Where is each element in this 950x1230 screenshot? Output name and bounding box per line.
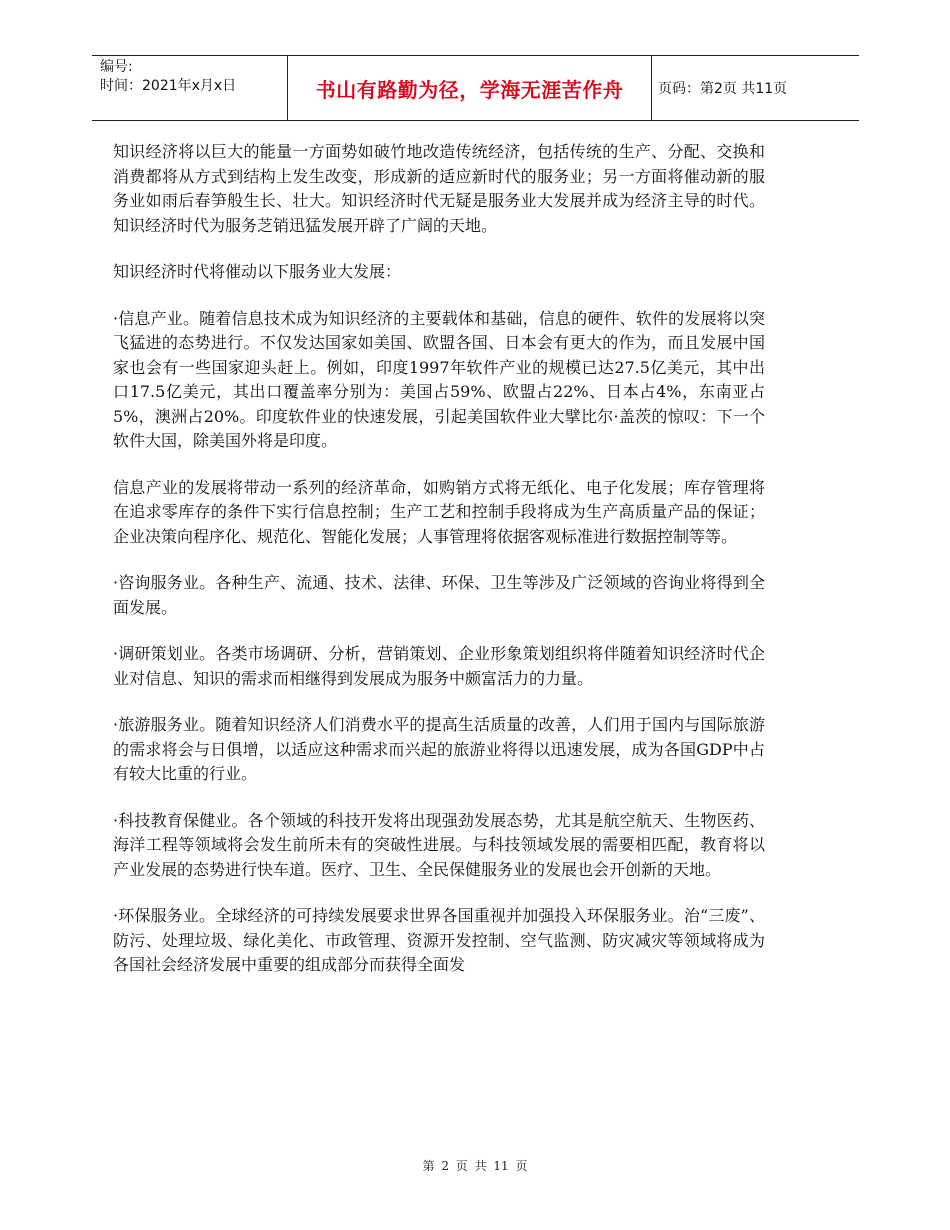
header-page-label: 页码：第2页 共11页 (658, 81, 788, 97)
page-footer: 第 2 页 共 11 页 (422, 1159, 528, 1173)
paragraph-intro: 知识经济将以巨大的能量一方面势如破竹地改造传统经济，包括传统的生产、分配、交换和消费都将从方式到结构上发生改变，形成新的适应新时代的服务业；另一方面将催动新的服务业如雨后春笋般生长、壮大。知识经济时代无疑是服务业大发展并成为经济主导的时代。知识经济时代为服务芝销迅猛发展开辟了广阔的天地。 (113, 142, 765, 235)
paragraph-research-planning: ·调研策划业。各类市场调研、分析，营销策划、企业形象策划组织将伴随着知识经济时代企业对信息、知识的需求而相继得到发展成为服务中颇富活力的力量。 (113, 644, 765, 688)
paragraph-information-revolution: 信息产业的发展将带动一系列的经济革命，如购销方式将无纸化、电子化发展；库存管理将在追求零库存的条件下实行信息控制；生产工艺和控制手段将成为生产高质量产品的保证；企业决策向程序化、规范化、智能化发展；人事管理将依据客观标准进行数据控制等等。 (113, 477, 765, 546)
paragraph-lead: 知识经济时代将催动以下服务业大发展： (113, 262, 402, 281)
paragraph-tourism: ·旅游服务业。随着知识经济人们消费水平的提高生活质量的改善，人们用于国内与国际旅游的需求将会与日俱增，以适应这种需求而兴起的旅游业将得以迅速发展，成为各国GDP中占有较大比重的行业。 (113, 715, 765, 783)
paragraph-science-education: ·科技教育保健业。各个领域的科技开发将出现强劲发展态势，尤其是航空航天、生物医药、海洋工程等领域将会发生前所未有的突破性进展。与科技领域发展的需要相匹配，教育将以产业发展的态势进行快车道。医疗、卫生、全民保健服务业的发展也会开创新的天地。 (113, 810, 765, 879)
header-time-label: 时间：2021年x月x日 (100, 78, 237, 94)
page-header (92, 55, 859, 121)
document-body (113, 140, 765, 1000)
header-number-label: 编号: (100, 59, 133, 75)
paragraph-environment: ·环保服务业。全球经济的可持续发展要求世界各国重视并加强投入环保服务业。治“三废”、防污、处理垃圾、绿化美化、市政管理、资源开发控制、空气监测、防灾减灾等领域将成为各国社会经济发展中重要的组成部分而获得全面发 (113, 906, 765, 974)
header-slogan: 书山有路勤为径，学海无涯苦作舟 (287, 56, 652, 120)
paragraph-information-industry: ·信息产业。随着信息技术成为知识经济的主要载体和基础，信息的硬件、软件的发展将以突飞猛进的态势进行。不仅发达国家如美国、欧盟各国、日本会有更大的作为，而且发展中国家也会有一些国家迎头赶上。例如，印度1997年软件产业的规模已达27.5亿美元，其中出口17.5亿美元，其出口覆盖率分别为：美国占59%、欧盟占22%、日本占4%，东南亚占5%，澳洲占20%。印度软件业的快速发展，引起美国软件业大擘比尔·盖茨的惊叹：下一个软件大国，除美国外将是印度。 (113, 308, 765, 450)
header-meta (100, 58, 285, 96)
paragraph-consulting: ·咨询服务业。各种生产、流通、技术、法律、环保、卫生等涉及广泛领域的咨询业将得到全面发展。 (113, 573, 765, 617)
